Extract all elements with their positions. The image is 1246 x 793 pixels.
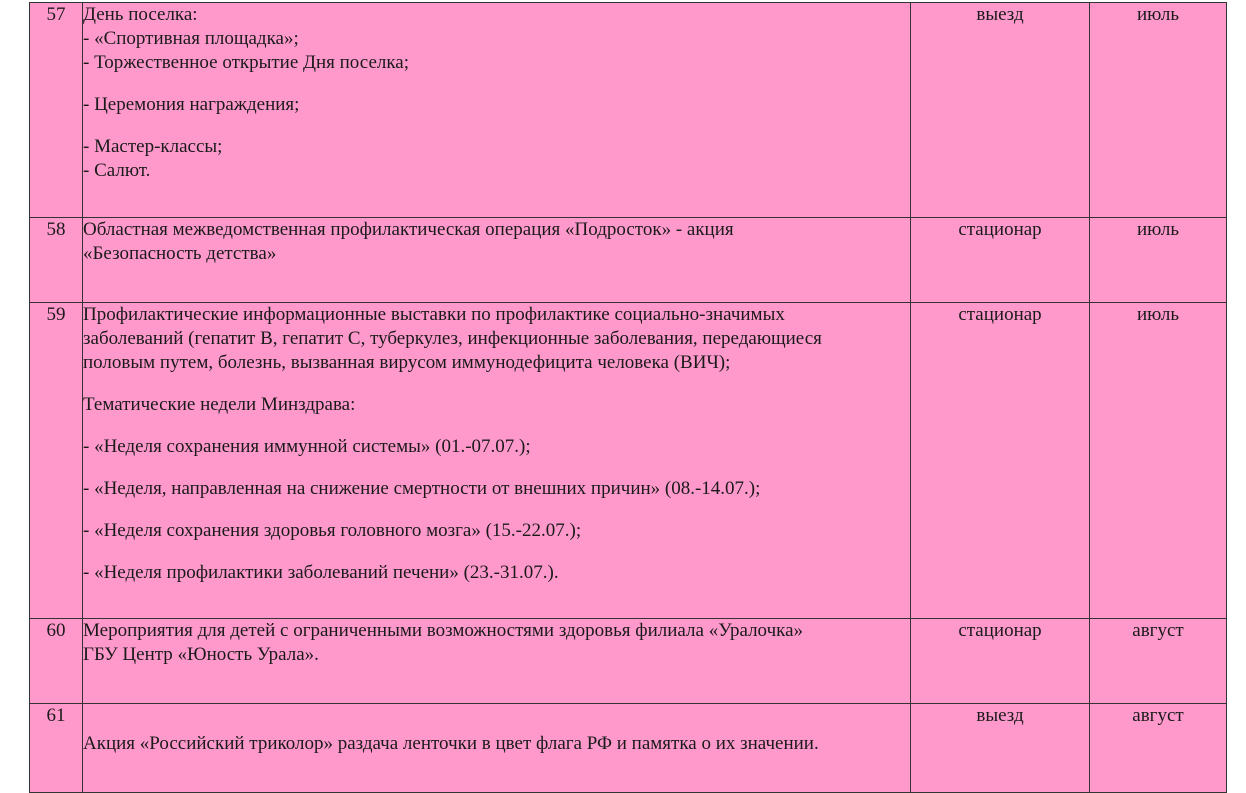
event-place: выезд — [911, 704, 1090, 793]
description-line: «Безопасность детства» — [83, 243, 277, 264]
event-month: июль — [1090, 3, 1227, 218]
row-number: 61 — [30, 704, 83, 793]
description-line: - «Неделя профилактики заболеваний печени» (23.-31.07.). — [83, 562, 559, 583]
event-month: июль — [1090, 218, 1227, 303]
event-description — [83, 218, 911, 303]
description-line: - «Неделя, направленная на снижение смертности от внешних причин» (08.-14.07.); — [83, 478, 761, 499]
row-number: 57 — [30, 3, 83, 218]
description-line: Профилактические информационные выставки по профилактике социально-значимых — [83, 304, 785, 325]
event-month: август — [1090, 704, 1227, 793]
row-number: 60 — [30, 619, 83, 704]
event-description — [83, 303, 911, 619]
description-line: ГБУ Центр «Юность Урала». — [83, 644, 319, 665]
event-month: июль — [1090, 303, 1227, 619]
description-line: - Церемония награждения; — [83, 94, 300, 115]
row-number: 59 — [30, 303, 83, 619]
description-line: половым путем, болезнь, вызванная вирусом иммунодефицита человека (ВИЧ); — [83, 352, 731, 373]
event-description — [83, 704, 911, 793]
description-line: - «Неделя сохранения иммунной системы» (01.-07.07.); — [83, 436, 531, 457]
table-row — [30, 218, 1227, 303]
event-place: стационар — [911, 619, 1090, 704]
description-line: Акция «Российский триколор» раздача ленточки в цвет флага РФ и памятка о их значении. — [83, 733, 819, 754]
description-line: Областная межведомственная профилактическая операция «Подросток» - акция — [83, 219, 734, 240]
event-description — [83, 619, 911, 704]
table-row — [30, 704, 1227, 793]
events-table — [29, 2, 1227, 793]
event-month: август — [1090, 619, 1227, 704]
event-place: стационар — [911, 303, 1090, 619]
event-place: стационар — [911, 218, 1090, 303]
table-row — [30, 619, 1227, 704]
event-place: выезд — [911, 3, 1090, 218]
description-line: - Торжественное открытие Дня поселка; — [83, 52, 410, 73]
description-line: - «Спортивная площадка»; — [83, 28, 299, 49]
description-line: - Мастер-классы; — [83, 136, 223, 157]
table-row — [30, 3, 1227, 218]
description-line: заболеваний (гепатит В, гепатит С, туберкулез, инфекционные заболевания, передающиеся — [83, 328, 822, 349]
description-line: - «Неделя сохранения здоровья головного мозга» (15.-22.07.); — [83, 520, 582, 541]
description-line: День поселка: — [83, 4, 198, 25]
event-description — [83, 3, 911, 218]
description-line: - Салют. — [83, 160, 151, 181]
row-number: 58 — [30, 218, 83, 303]
description-line: Мероприятия для детей с ограниченными возможностями здоровья филиала «Уралочка» — [83, 620, 803, 641]
description-line: Тематические недели Минздрава: — [83, 394, 356, 415]
table-row — [30, 303, 1227, 619]
